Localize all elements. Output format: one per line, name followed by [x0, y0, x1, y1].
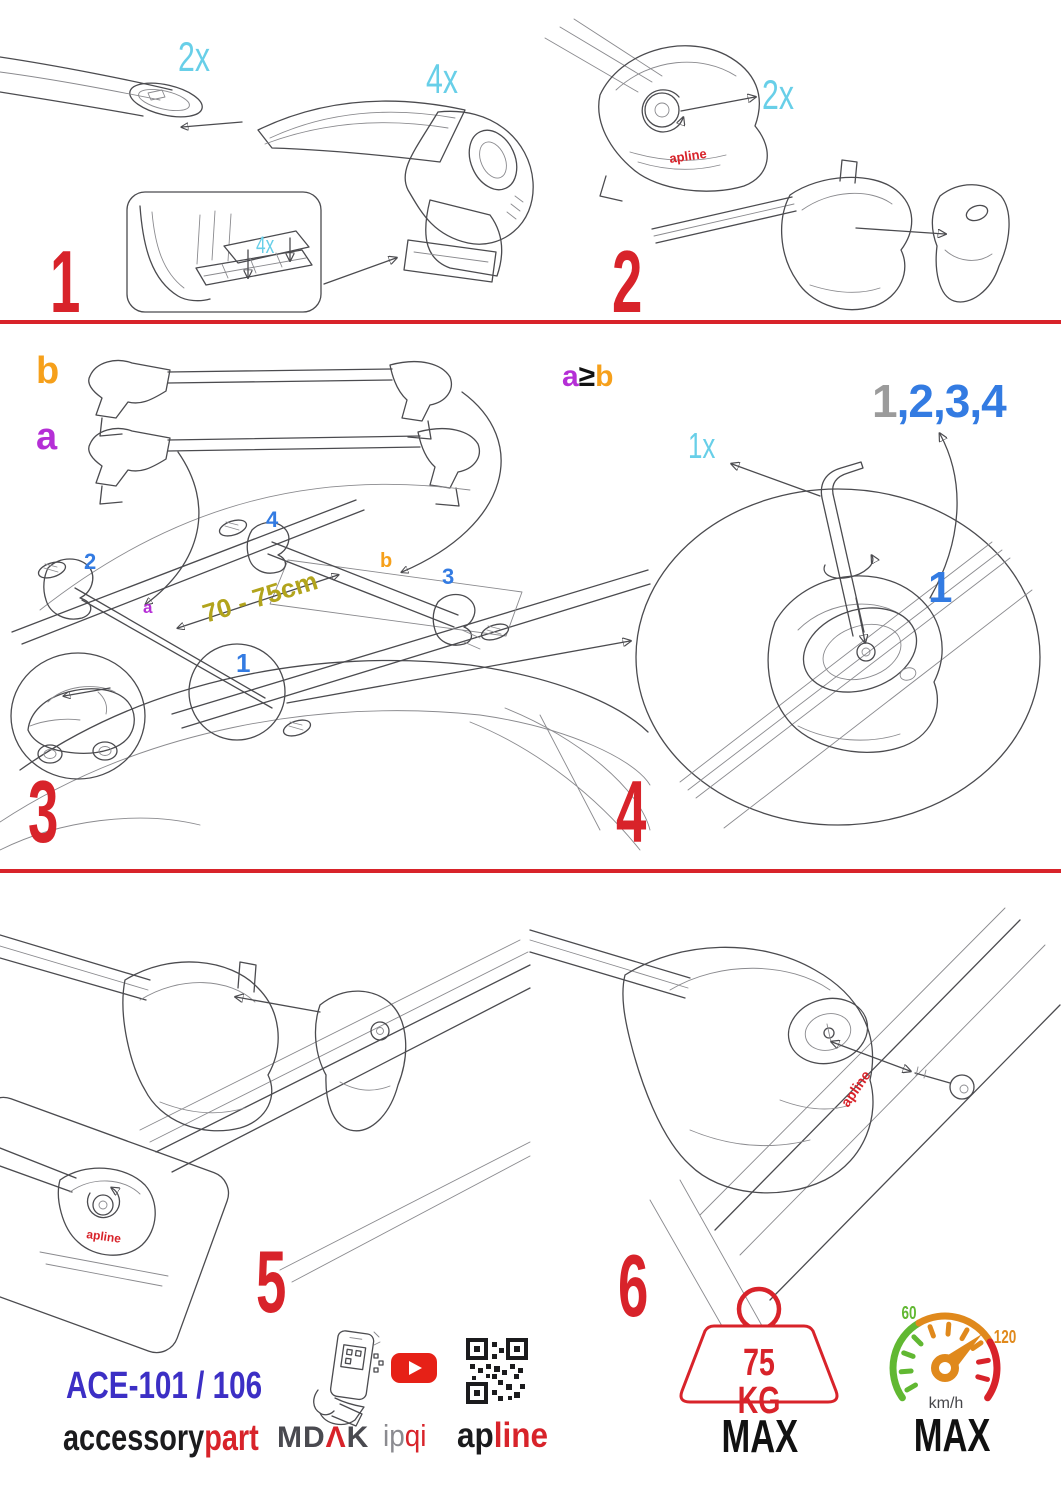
qr-code-icon [468, 1340, 526, 1402]
roof-pos-b: b [380, 550, 393, 572]
section-divider-1 [0, 320, 1061, 324]
step6-number: 6 [618, 1236, 647, 1335]
speed-max-label: MAX [913, 1409, 991, 1461]
roof-pos-4: 4 [266, 507, 279, 532]
youtube-icon [391, 1353, 439, 1385]
rule-op: ≥ [578, 360, 596, 393]
speed-low-label: 60 [901, 1303, 917, 1323]
assembled-bar-b [89, 361, 452, 439]
length-rule [562, 362, 613, 392]
brand-on-foot: apline [85, 1227, 122, 1246]
bar-endcap-drawing [652, 160, 1009, 310]
assembled-bar-a [89, 429, 480, 506]
rail-covers [37, 517, 511, 739]
speed-unit: km/h [928, 1395, 964, 1412]
rule-b: b [595, 360, 614, 393]
weight-max-label: MAX [721, 1410, 799, 1462]
product-code: ACE-101 / 106 [66, 1365, 263, 1407]
section-divider-2 [0, 869, 1061, 873]
step1-number: 1 [50, 232, 79, 331]
roof-pos-3: 3 [442, 564, 455, 589]
key-quantity: 1x [688, 425, 716, 466]
weight-value: 75 KG [737, 1342, 781, 1422]
cap-slide-drawing [0, 935, 530, 1282]
bar-a-label: a [36, 416, 58, 458]
step1-drawing [0, 0, 540, 320]
lock-key-drawing [530, 908, 1060, 1340]
mdak-a: Λ [325, 1421, 347, 1454]
brand-on-foot: apline [668, 145, 708, 166]
rule-a: a [562, 360, 579, 393]
brand-logo-dark: accessory [63, 1417, 205, 1458]
brand-on-foot: apline [837, 1067, 874, 1110]
car-direction-inset [11, 653, 145, 779]
apline-dark: ap [457, 1416, 494, 1455]
pad-quantity: 4x [256, 232, 275, 259]
mdak-md: MD [277, 1421, 326, 1454]
step2-number: 2 [612, 232, 641, 331]
brand-logo-red: part [204, 1417, 259, 1458]
step6-drawing [530, 880, 1061, 1350]
foot-quantity: 4x [426, 55, 458, 102]
step4-number: 4 [616, 762, 645, 861]
pad-inset [127, 192, 321, 312]
knob-quantity: 2x [762, 71, 794, 118]
bar-quantity: 2x [178, 33, 210, 80]
speed-high-label: 120 [993, 1327, 1017, 1347]
brand-logo [63, 1419, 259, 1456]
apline-logo [457, 1418, 548, 1453]
torque-position: 1 [928, 563, 953, 612]
step3-number: 3 [28, 762, 57, 861]
bar-distance: 70 - 75cm [198, 565, 322, 629]
locked-inset [0, 1091, 235, 1358]
roof-pos-2: 2 [84, 549, 97, 574]
ipqi-red: qi [404, 1418, 427, 1453]
crossbar-drawing [0, 57, 205, 123]
tighten-sequence [872, 375, 1006, 427]
mdak-k: K [346, 1421, 370, 1454]
foot-knob-drawing [545, 19, 767, 201]
magnified-foot [680, 462, 1032, 828]
qr-phone-icon [310, 1328, 386, 1432]
roof-pos-1: 1 [236, 648, 251, 678]
ipqi-gray: ip [383, 1418, 405, 1453]
roof-pos-a: a [143, 598, 153, 617]
ipqi-logo [383, 1420, 426, 1451]
step5-number: 5 [256, 1232, 285, 1331]
sequence-first: 1 [872, 375, 897, 427]
sequence-rest: ,2,3,4 [896, 375, 1006, 427]
apline-red: line [493, 1416, 549, 1455]
bar-b-label: b [36, 350, 60, 392]
mdak-logo [277, 1423, 369, 1453]
